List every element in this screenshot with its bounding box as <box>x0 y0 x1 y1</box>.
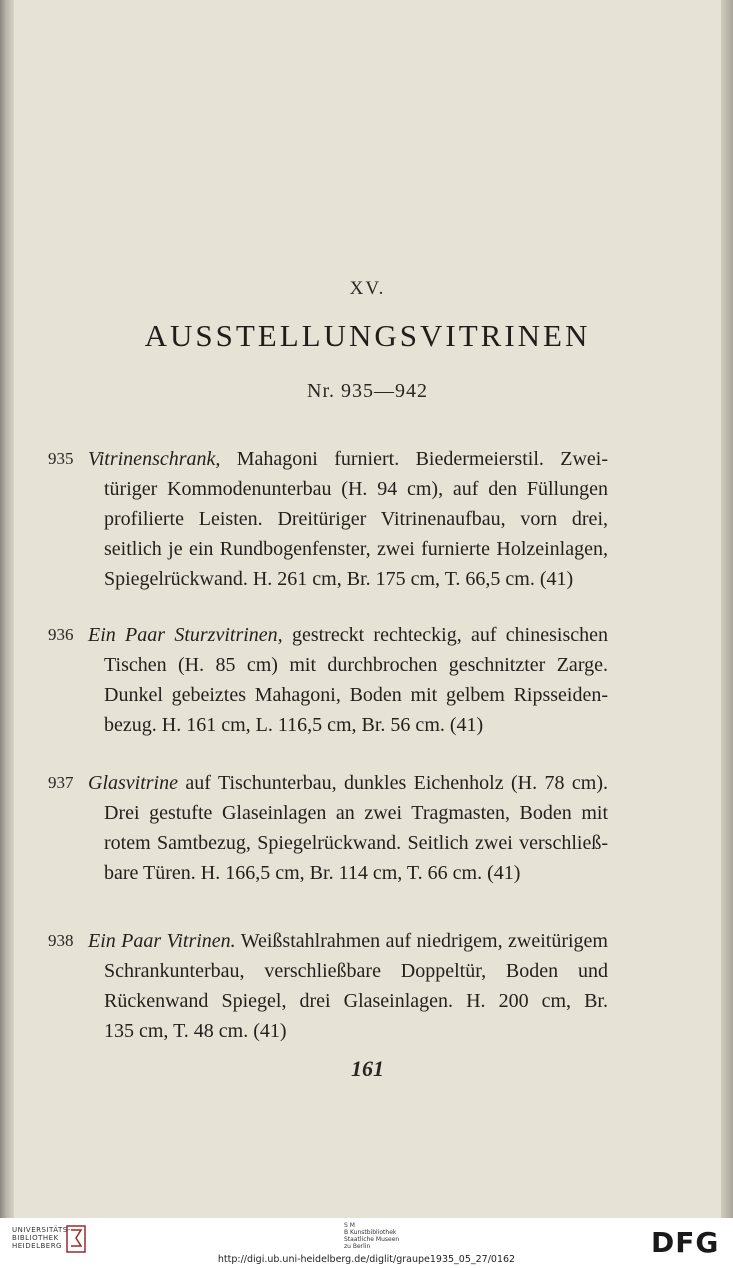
entry-line: seitlich je ein Rundbogenfenster, zwei furnierte Holzeinlagen, <box>104 538 608 560</box>
entry-line: Dunkel gebeiztes Mahagoni, Boden mit gelbem Ripsseiden- <box>104 684 608 706</box>
catalog-entry-935 <box>48 444 608 594</box>
logo-text-line: BIBLIOTHEK <box>12 1234 59 1242</box>
catalog-entry-937 <box>48 768 608 888</box>
entry-title: Ein Paar Vitrinen. <box>88 930 236 952</box>
section-title: AUSSTELLUNGSVITRINEN <box>144 318 591 353</box>
entry-line: 135 cm, T. 48 cm. (41) <box>104 1020 287 1042</box>
catalog-entry-938 <box>48 926 608 1046</box>
entry-line: bezug. H. 161 cm, L. 116,5 cm, Br. 56 cm. (41) <box>104 714 484 736</box>
dfg-logo: DFG <box>651 1226 720 1259</box>
museum-credit <box>344 1222 399 1250</box>
entry-line: Rückenwand Spiegel, drei Glaseinlagen. H. 200 cm, Br. <box>104 990 608 1012</box>
logo-text-line: UNIVERSITÄTS- <box>12 1226 71 1234</box>
entry-text: Weißstahlrahmen auf niedrigem, zweitürigem <box>235 930 608 952</box>
university-seal-icon <box>64 1224 88 1254</box>
entry-text: auf Tischunterbau, dunkles Eichenholz (H. 78 cm). <box>178 772 608 794</box>
page-edge-shadow <box>721 0 733 1218</box>
entry-line <box>48 926 608 956</box>
source-url[interactable]: http://digi.ub.uni-heidelberg.de/diglit/graupe1935_05_27/0162 <box>217 1254 516 1265</box>
entry-number: 935 <box>48 449 74 468</box>
entry-text: Mahagoni furniert. Biedermeierstil. Zwei- <box>220 448 608 470</box>
digitization-footer <box>0 1218 733 1268</box>
entry-line: türiger Kommodenunterbau (H. 94 cm), auf den Füllungen <box>104 478 608 500</box>
entry-line: profilierte Leisten. Dreitüriger Vitrinenaufbau, vorn drei, <box>104 508 608 530</box>
chapter-number: XV. <box>349 278 386 299</box>
entry-line: rotem Samtbezug, Spiegelrückwand. Seitlich zwei verschließ- <box>104 832 608 854</box>
credit-line: zu Berlin <box>344 1243 371 1250</box>
entry-line: Tischen (H. 85 cm) mit durchbrochen geschnitzter Zarge. <box>104 654 608 676</box>
entry-line <box>48 620 608 650</box>
entry-line: Spiegelrückwand. H. 261 cm, Br. 175 cm, T. 66,5 cm. (41) <box>104 568 574 590</box>
entry-line: Drei gestufte Glaseinlagen an zwei Tragmasten, Boden mit <box>104 802 608 824</box>
entry-text: gestreckt rechteckig, auf chinesischen <box>282 624 608 646</box>
logo-text-line: HEIDELBERG <box>12 1242 62 1250</box>
entry-number: 938 <box>48 931 74 950</box>
page-number: 161 <box>351 1056 384 1081</box>
entry-line <box>48 444 608 474</box>
credit-line: S M <box>344 1222 355 1229</box>
entry-title: Vitrinenschrank, <box>88 448 221 470</box>
entry-number: 936 <box>48 625 74 644</box>
entry-number: 937 <box>48 773 74 792</box>
entry-line: bare Türen. H. 166,5 cm, Br. 114 cm, T. 66 cm. (41) <box>104 862 521 884</box>
credit-line: B Kunstbibliothek <box>344 1229 397 1236</box>
book-spine-shadow <box>0 0 14 1218</box>
university-library-logo <box>12 1226 71 1250</box>
entry-range: Nr. 935—942 <box>307 380 428 402</box>
entry-title: Glasvitrine <box>88 772 178 794</box>
entry-line: Schrankunterbau, verschließbare Doppeltür, Boden und <box>104 960 608 982</box>
catalog-entry-936 <box>48 620 608 740</box>
credit-line: Staatliche Museen <box>344 1236 400 1243</box>
entry-title: Ein Paar Sturzvitrinen, <box>88 624 283 646</box>
entry-line <box>48 768 608 798</box>
